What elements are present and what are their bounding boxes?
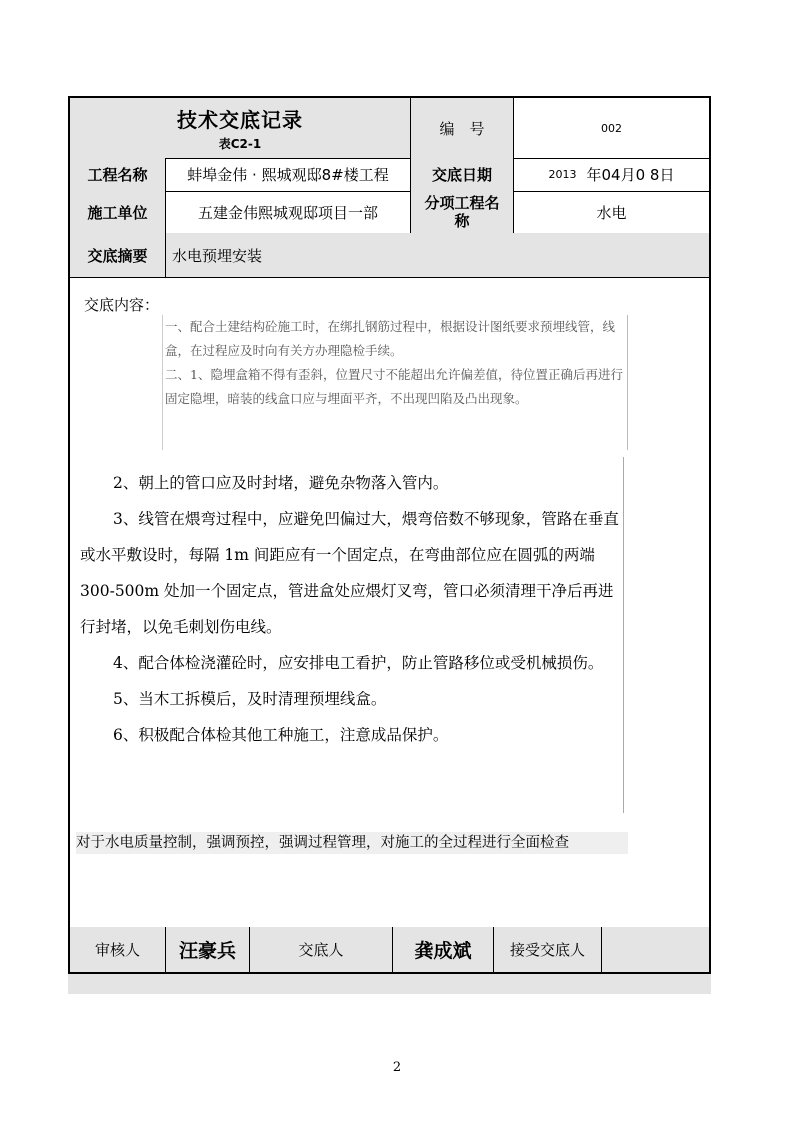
project-name-label: 工程名称 [87,166,148,184]
summary-label-cell [70,233,166,277]
presenter-name-cell [393,927,494,972]
pasted-line: 一、配合土建结构砼施工时，在绑扎钢筋过程中，根据设计图纸要求预埋线管，线盒，在过程应及时向有关方办理隐检手续。 [165,319,616,358]
form-code: 表C2-1 [218,137,262,151]
presenter-label-cell [250,927,393,972]
unit-value: 五建金伟熙城观邸项目一部 [197,203,378,222]
date-label-cell [411,158,514,191]
pasted-text-block [162,315,628,450]
form-title: 技术交底记录 [177,108,303,132]
date-year: 2013 [548,168,577,181]
sub-project-label: 分项工程名称 [424,194,500,230]
signature-row [70,927,709,972]
presenter-label: 交底人 [298,941,344,959]
receiver-name-cell [602,927,709,972]
summary-row [70,233,709,278]
reviewer-label: 审核人 [94,941,140,959]
content-item: 3、线管在煨弯过程中，应避免凹偏过大，煨弯倍数不够现象，管路在垂直或水平敷设时，每隔 1m 间距应有一个固定点，在弯曲部位应在圆弧的两端 300-500m 处加一个固定点，管进盒处应煨灯叉弯，管口必须清理干净后再进行封堵，以免毛刺划伤电线。 [80,510,619,636]
reviewer-name-cell [166,927,250,972]
sub-project-value: 水电 [596,203,627,222]
receiver-label-cell [494,927,602,972]
number-value-cell [514,98,709,158]
project-name-label-cell [70,158,166,191]
summary-value-cell [166,233,709,277]
unit-value-cell [166,191,411,233]
project-row [70,158,709,192]
project-name-cell [166,158,411,191]
receiver-label: 接受交底人 [509,941,585,959]
header-row [70,98,709,159]
date-label: 交底日期 [431,166,492,184]
content-label: 交底内容： [84,296,160,314]
summary-value: 水电预埋安装 [172,246,263,265]
presenter-name: 龚成斌 [414,940,472,962]
bottom-band [68,974,711,994]
content-item: 5、当木工拆模后，及时清理预埋线盒。 [113,690,387,708]
date-cell [514,158,709,191]
content-section [70,277,709,928]
number-value: 002 [601,121,622,135]
reviewer-name: 汪豪兵 [178,940,236,962]
sub-project-value-cell [514,191,709,233]
content-item: 2、朝上的管口应及时封堵，避免杂物落入管内。 [113,474,449,492]
content-item: 4、配合体检浇灌砼时，应安排电工看护，防止管路移位或受机械损伤。 [113,654,604,672]
page-number: 2 [392,1060,402,1075]
number-label: 编 号 [439,119,485,138]
project-name-value: 蚌埠金伟 · 熙城观邸8#楼工程 [187,166,389,184]
unit-row [70,191,709,234]
quality-summary: 对于水电质量控制，强调预控，强调过程管理，对施工的全过程进行全面检查 [76,832,628,854]
technical-disclosure-form [68,96,711,974]
pasted-line: 二、1、隐埋盒箱不得有歪斜，位置尺寸不能超出允许偏差值，待位置正确后再进行固定隐埋，暗装的线盒口应与埋面平齐，不出现凹陷及凸出现象。 [165,367,623,406]
title-cell [70,98,411,158]
reviewer-label-cell [70,927,166,972]
content-items [80,465,625,753]
number-label-cell [411,98,514,158]
unit-label: 施工单位 [87,203,148,222]
date-month-day: 年04月0 8日 [586,166,675,184]
content-item: 6、积极配合体检其他工种施工，注意成品保护。 [113,726,449,744]
unit-label-cell [70,191,166,233]
sub-project-label-cell [411,191,514,233]
summary-label: 交底摘要 [87,246,148,265]
